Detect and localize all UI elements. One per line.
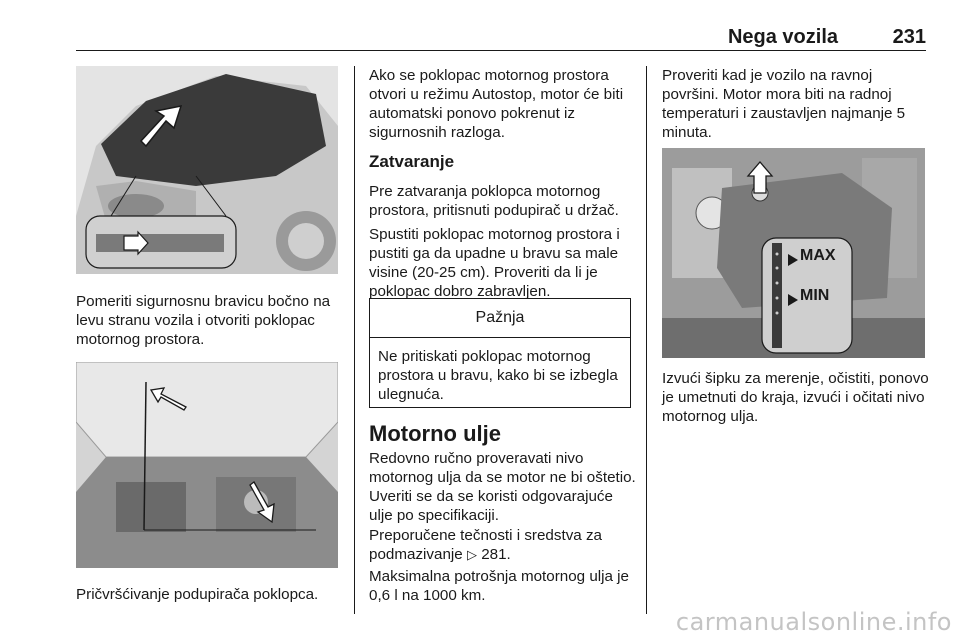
oil-paragraph-2-text: Preporučene tečnosti i sredstva za podmazivanje [369, 527, 602, 563]
notice-text: Ne pritiskati poklopac motornog prostora u bravu, kako bi se izbegla ulegnuća. [378, 348, 618, 403]
closing-paragraph-1: Pre zatvaranja poklopca motornog prostora, pritisnuti podupirač u držač. [369, 183, 619, 219]
oil-paragraph-2-page-ref[interactable]: 281. [481, 546, 511, 563]
oil-paragraph-1: Redovno ručno proveravati nivo motornog ulja da se motor ne bi oštetio. Uveriti se da se koristi odgovarajuće ulje po specifikaciji. [369, 450, 636, 524]
section-title: Nega vozila [727, 26, 838, 48]
engine-oil-heading: Motorno ulje [369, 421, 501, 446]
figure2-caption: Pričvršćivanje podupirača poklopca. [76, 586, 319, 603]
watermark: carmanualsonline.info [675, 608, 952, 636]
dipstick-max-label: MAX [800, 247, 836, 264]
column-divider-right [646, 66, 647, 614]
oil-paragraph-2 [369, 526, 639, 564]
hood-release-illustration [76, 66, 338, 274]
closing-heading: Zatvaranje [369, 152, 455, 171]
dipstick-illustration [662, 148, 925, 358]
autostop-paragraph: Ako se poklopac motornog prostora otvori u režimu Autostop, motor će biti automatski ponovo pokrenut iz sigurnosnih razloga. [369, 67, 624, 141]
notice-title: Pažnja [370, 299, 630, 338]
figure1-caption: Pomeriti sigurnosnu bravicu bočno na levu stranu vozila i otvoriti poklopac motornog prostora. [76, 293, 331, 348]
figure-dipstick [662, 148, 925, 358]
oil-paragraph-3: Maksimalna potrošnja motornog ulja je 0,6 l na 1000 km. [369, 568, 630, 604]
figure-hood-release [76, 66, 338, 274]
hood-strut-illustration [76, 362, 338, 568]
page-number: 231 [892, 26, 926, 48]
page-header [76, 22, 926, 51]
figure3-caption: Izvući šipku za merenje, očistiti, ponovo je umetnuti do kraja, izvući i očitati nivo motornog ulja. [662, 370, 929, 425]
dipstick-min-label: MIN [800, 287, 830, 304]
figure-hood-strut [76, 362, 338, 568]
level-check-paragraph: Proveriti kad je vozilo na ravnoj površini. Motor mora biti na radnoj temperaturi i zaustavljen najmanje 5 minuta. [662, 67, 906, 141]
column-divider-left [354, 66, 355, 614]
closing-paragraph-2: Spustiti poklopac motornog prostora i pustiti ga da upadne u bravu sa male visine (20-25 cm). Proveriti da li je poklopac dobro zabravljen. [369, 226, 620, 300]
notice-box [369, 298, 631, 408]
xref-triangle-icon: ▷ [466, 547, 477, 562]
